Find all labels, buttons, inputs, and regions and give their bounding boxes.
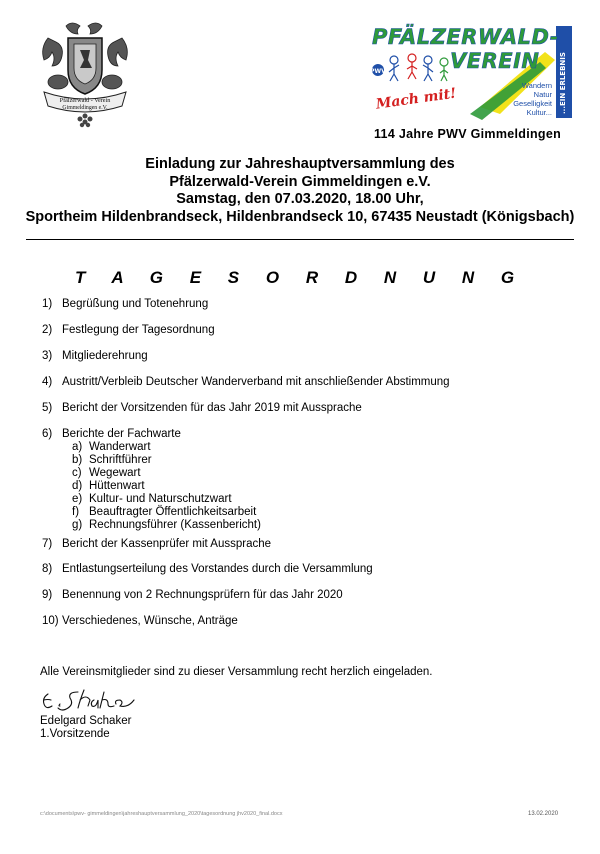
agenda-item: 4) Austritt/Verbleib Deutscher Wanderverband mit anschließender Abstimmung (42, 376, 450, 388)
invitation-heading (0, 156, 600, 226)
svg-text:Geselligkeit: Geselligkeit (513, 99, 552, 108)
agenda-subitem: c) Wegewart (72, 467, 141, 479)
agenda-item: 6) Berichte der Fachwarte (42, 428, 181, 440)
agenda-subitem: b) Schriftführer (72, 454, 152, 466)
agenda-subitem: e) Kultur- und Naturschutzwart (72, 493, 232, 505)
club-crest-logo (30, 20, 140, 130)
agenda-subitem: g) Rechnungsführer (Kassenbericht) (72, 519, 261, 531)
agenda-item: 7) Bericht der Kassenprüfer mit Aussprache (42, 538, 272, 550)
agenda-item: 2) Festlegung der Tagesordnung (42, 324, 215, 336)
footer-file-path: c:\documents\pwv- gimmeldingen\jahreshauptversammlung_2020\tagesordnung jhv2020_final.docx (40, 811, 283, 817)
agenda-item: 5) Bericht der Vorsitzenden für das Jahr 2019 mit Aussprache (42, 402, 362, 414)
divider (26, 239, 574, 240)
agenda-subitem: d) Hüttenwart (72, 480, 145, 492)
agenda-item: 10) Verschiedenes, Wünsche, Anträge (42, 615, 238, 627)
agenda-item: 1) Begrüßung und Totenehrung (42, 298, 209, 310)
svg-text:Gimmeldingen e.V.: Gimmeldingen e.V. (62, 105, 108, 111)
footer-date: 13.02.2020 (528, 811, 559, 817)
agenda-subitem: a) Wanderwart (72, 441, 151, 453)
brand-title: PFÄLZERWALD- (372, 25, 559, 49)
agenda-item: 9) Benennung von 2 Rechnungsprüfern für das Jahr 2020 (42, 589, 343, 601)
signatory-role: 1.Vorsitzende (40, 728, 110, 740)
svg-text:VEREIN: VEREIN (450, 49, 540, 73)
anniversary-label: 114 Jahre PWV Gimmeldingen (374, 127, 562, 141)
agenda-title: T A G E S O R D N U N G (74, 268, 526, 287)
invitation-venue-line: Sportheim Hildenbrandseck, Hildenbrandseck 10, 67435 Neustadt (Königsbach) (25, 208, 575, 225)
crest-text: Pfälzerwald - Verein (59, 97, 111, 104)
agenda-subitem: f) Beauftragter Öffentlichkeitsarbeit (72, 506, 257, 518)
agenda-item: 8) Entlastungserteilung des Vorstandes durch die Versammlung (42, 563, 373, 575)
pwv-brand-logo (370, 22, 575, 124)
svg-text:Kultur...: Kultur... (526, 108, 552, 117)
agenda-item: 3) Mitgliederehrung (42, 350, 148, 362)
brand-slogan: Mach mit! (374, 85, 458, 113)
svg-text:Wandern: Wandern (521, 81, 552, 90)
invitation-line: Einladung zur Jahreshauptversammlung des (145, 156, 455, 172)
svg-text:Natur: Natur (533, 90, 552, 99)
invitation-date-line: Samstag, den 07.03.2020, 18.00 Uhr, (176, 191, 424, 207)
invitation-line: Pfälzerwald-Verein Gimmeldingen e.V. (169, 173, 431, 190)
brand-side-text: ...EIN ERLEBNIS (559, 52, 567, 114)
closing-invitation: Alle Vereinsmitglieder sind zu dieser Versammlung recht herzlich eingeladen. (40, 666, 433, 678)
svg-text:PWV: PWV (370, 68, 386, 75)
signatory-name: Edelgard Schaker (40, 715, 132, 727)
